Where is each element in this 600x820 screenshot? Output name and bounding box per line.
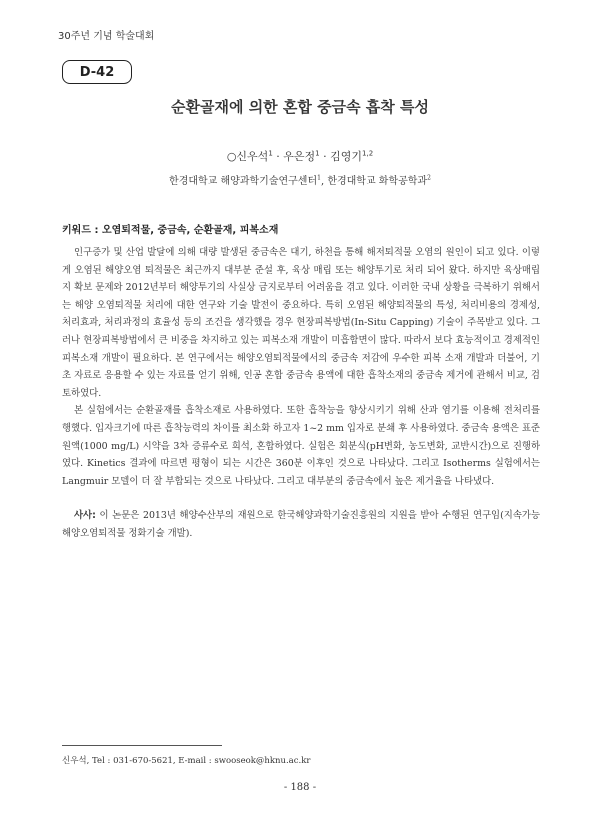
page-number: - 188 - (283, 782, 317, 793)
paper-title: 순환골재에 의한 혼합 중금속 흡착 특성 (171, 98, 429, 116)
body-paragraph: 인구증가 및 산업 발달에 의해 대량 발생된 중금속은 대기, 하천을 통해 해저퇴적물 오염의 원인이 되고 있다. 이렇게 오염된 해양오염 퇴적물은 최근까지 대부분 준설 후, 육상 매립 또는 해양투기로 처리 되어 왔다. 하지만 육상매립지 확보 문제와 2012년부터 해양투기의 사실상 금지로부터 어려움을 겪고 있다. 이러한 국내 상황을 극복하기 위해서는 해양 오염퇴적물 처리에 대한 연구와 기술 발전이 중요하다. 특히 오염된 해양퇴적물의 특성, 처리비용의 경제성, 처리효과, 처리과정의 효율성 등의 조건을 생각했을 경우 현장피복방법(In-Situ Capping) 기술이 주목받고 있다. 그러나 현장피복방법에서 큰 비중을 차지하고 있는 피복소재 개발이 미흡합면이 많다. 따라서 보다 효능적이고 경제적인 피복소재 개발이 필요하다. 본 연구에서는 해양오염퇴적물에서의 중금속 저감에 우수한 피복 소재 개발과 더불어, 기초 자료로 응용할 수 있는 자료를 얻기 위해, 인공 혼합 중금속 용액에 대한 흡착소재의 중금속 제거에 관해서 비교, 검토하였다. (62, 247, 540, 399)
author-name: 신우석 (236, 150, 269, 163)
keywords-line (62, 221, 278, 236)
abstract-body (62, 244, 540, 490)
presenter-mark: ○ (226, 150, 237, 163)
acknowledgment-label: 사사: (74, 510, 96, 521)
affiliation-name: 한경대학교 해양과학기술연구센터 (169, 176, 318, 187)
paper-code-badge: D-42 (62, 60, 132, 84)
affiliation-mark: 2 (427, 174, 431, 182)
author-name: 우은정 (283, 150, 316, 163)
acknowledgment-text: 이 논문은 2013년 해양수산부의 재원으로 한국해양과학기술진흥원의 지원을 받아 수행된 연구임(지속가능 해양오염퇴적물 정화기술 개발). (62, 510, 540, 539)
author-affiliation-mark: 1 (315, 149, 320, 158)
author-separator: · (319, 150, 331, 163)
body-paragraph: 본 실험에서는 순환골재를 흡착소재로 사용하였다. 또한 흡착능을 향상시키기 위해 산과 염기를 이용해 전처리를 행했다. 입자크기에 따른 흡착능력의 차이를 최소화 하고자 1~2 mm 입자로 분쇄 후 사용하였다. 중금속 용액은 표준원액(1000 mg/L) 시약을 3차 증류수로 희석, 혼합하였다. 실험은 회분식(pH변화, 농도변화, 교반시간)으로 진행하였다. Kinetics 결과에 따르면 평형이 되는 시간은 360분 이후인 것으로 나타났다. 그리고 Isotherms 실험에서는 Langmuir 모델이 더 잘 부합되는 것으로 나타났다. 그리고 대부분의 중금속에서 높은 제거율을 나타냈다. (62, 405, 540, 487)
author-separator: · (272, 150, 284, 163)
author-affiliation-mark: 1 (268, 149, 273, 158)
keywords-label: 키워드 : (62, 225, 99, 236)
keywords-value: 오염퇴적물, 중금속, 순환골재, 피복소재 (101, 225, 279, 236)
author-name: 김영기 (330, 150, 363, 163)
footnote-divider (62, 745, 222, 746)
affiliation-separator: , (320, 176, 328, 187)
affiliation-mark: 1 (317, 174, 321, 182)
affiliation-name: 한경대학교 화학공학과 (327, 176, 428, 187)
author-list (0, 148, 600, 164)
acknowledgment (62, 507, 540, 542)
affiliation-list (0, 172, 600, 187)
conference-header: 30주년 기념 학술대회 (58, 31, 155, 42)
footnote-contact: 신우석, Tel : 031-670-5621, E-mail : swooseok@hknu.ac.kr (62, 756, 311, 766)
author-affiliation-mark: 1,2 (362, 149, 374, 158)
